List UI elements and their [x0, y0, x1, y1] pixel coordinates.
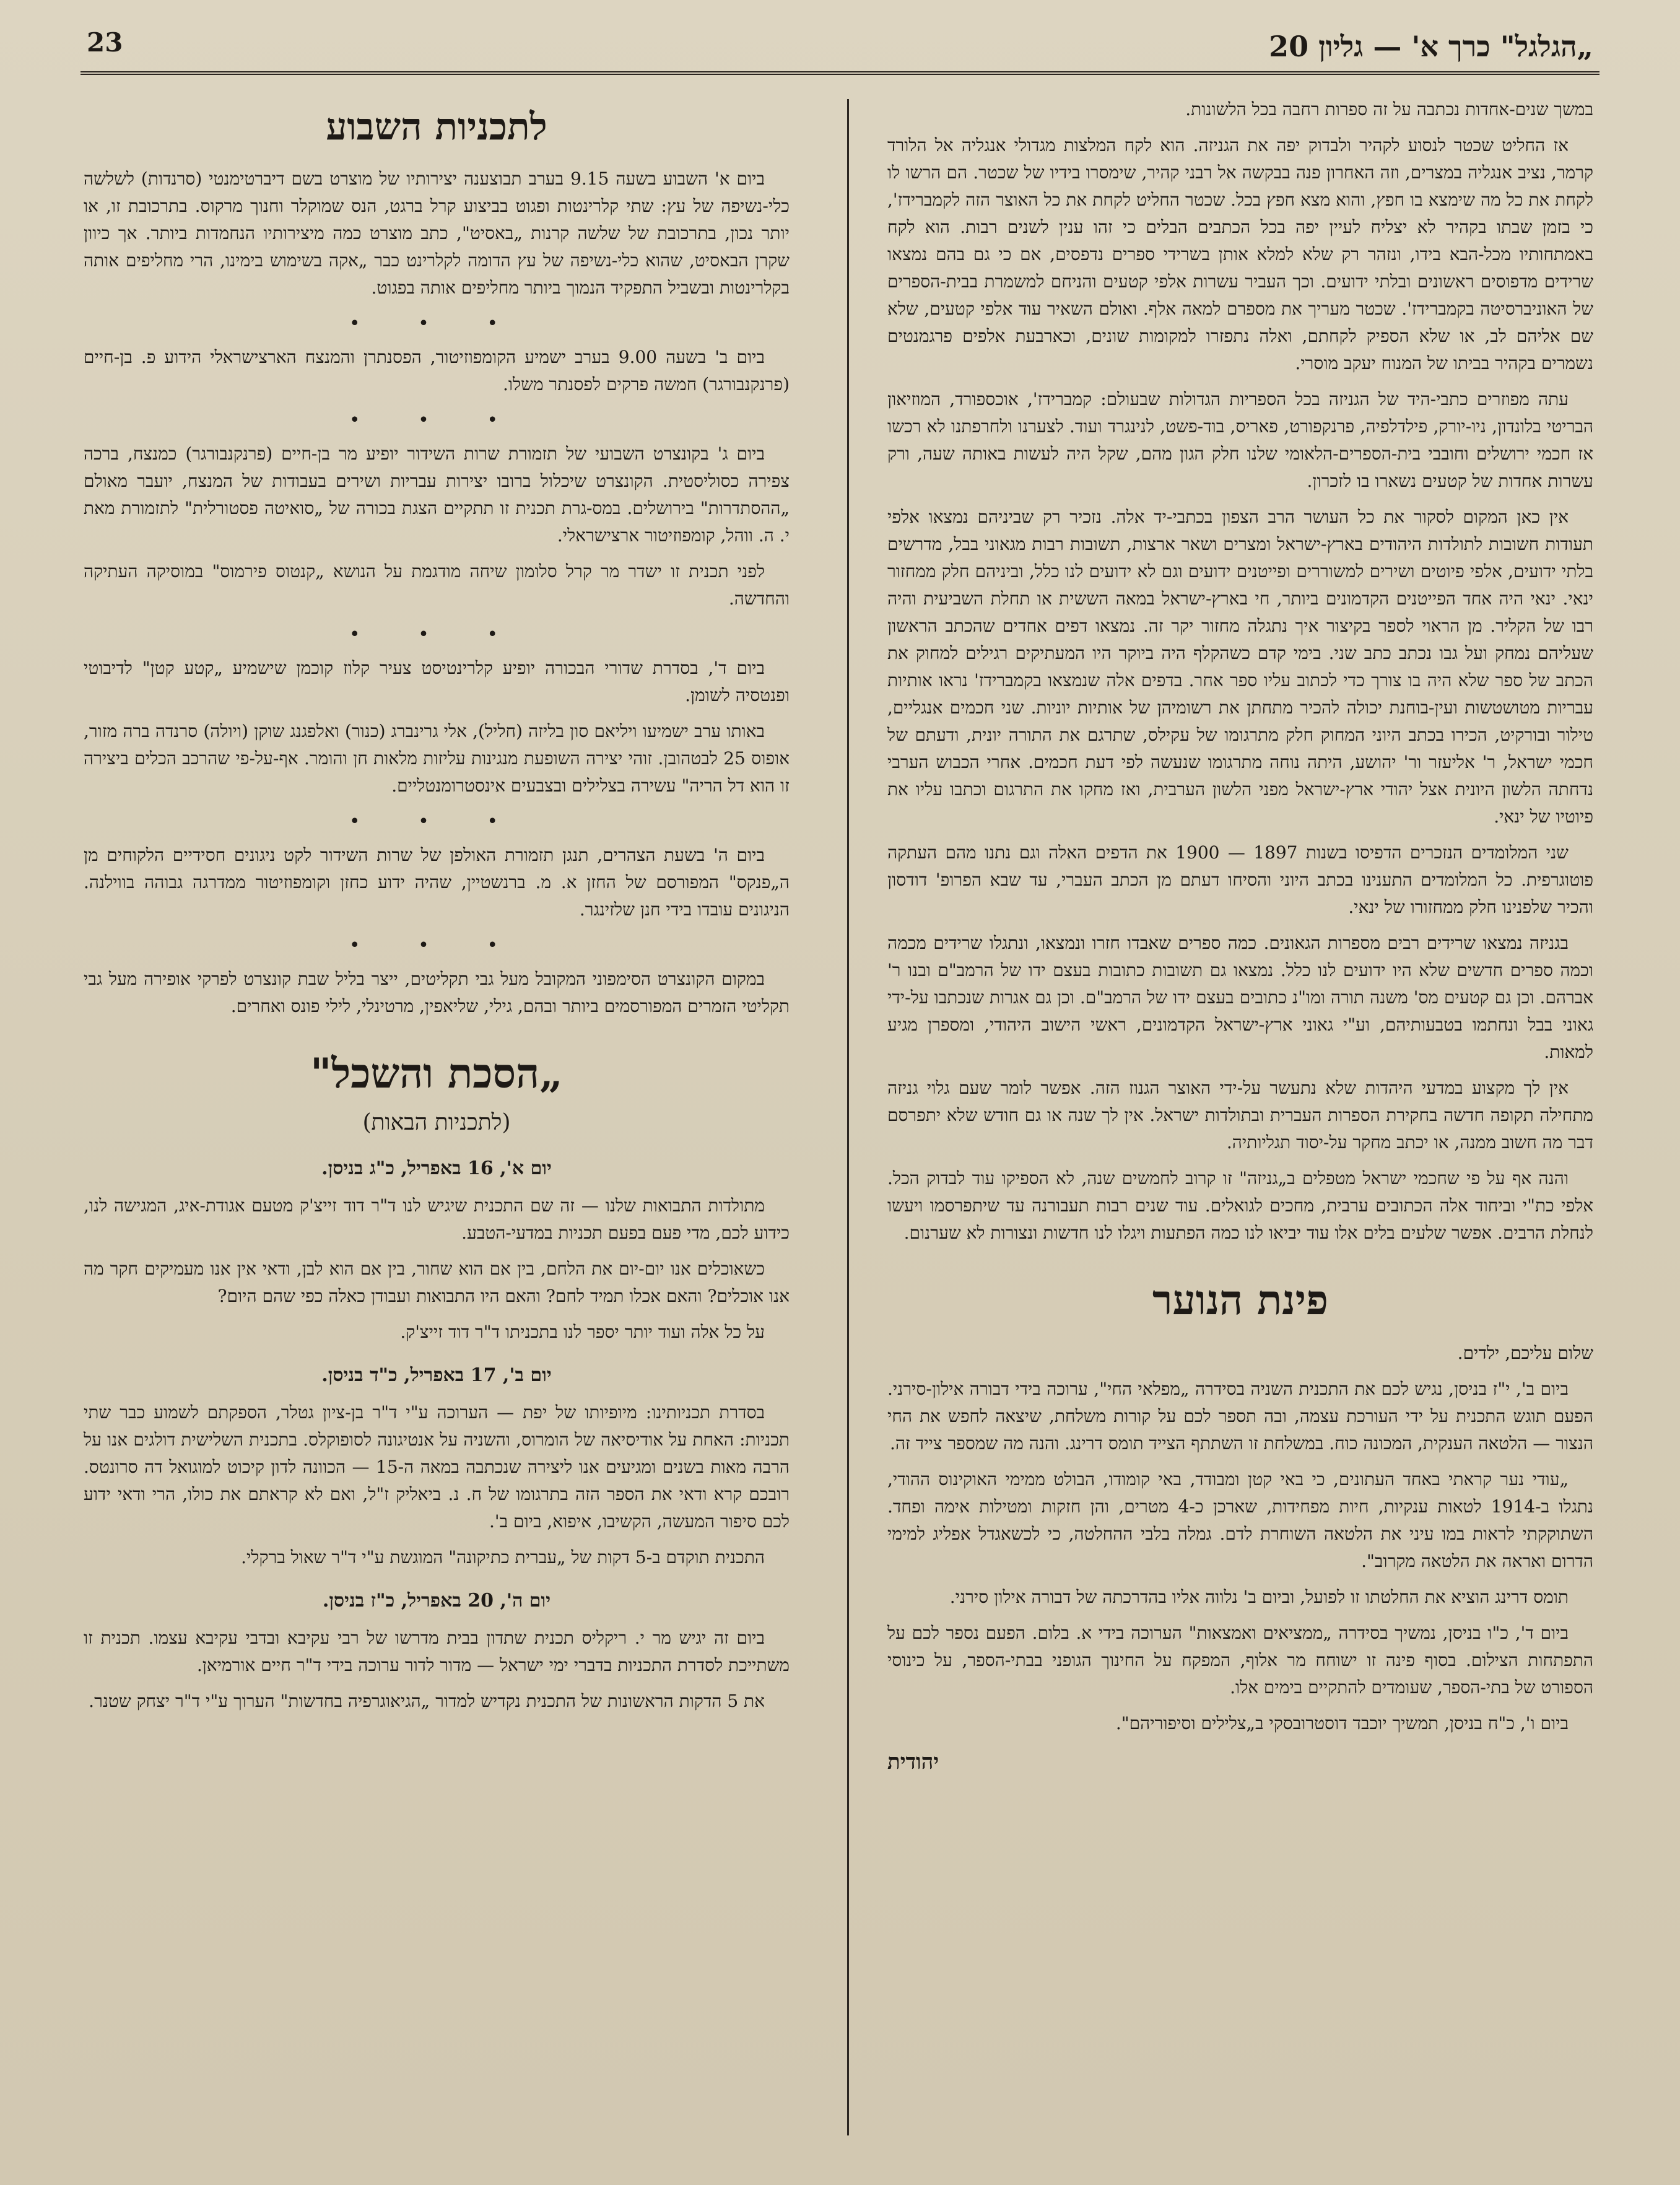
program-paragraph: לפני תכנית זו ישדר מר קרל סלומון שיחה מודגמת על הנושא „קנטוס פירמוס" במוסיקה העתיקה והחדשה. — [84, 561, 790, 609]
article-paragraph: שני המלומדים הנזכרים הדפיסו בשנות 1897 — 1900 את הדפים האלה וגם נתנו מהם העתקה פוטוגרפית. כל המלומדים התענינו בכתב היוני והסיחו דעתם מן הכתב העברי, עד שבא הפרופ' דודסון והכיר שלפנינו חלק ממחזורו של ינאי. — [887, 842, 1593, 917]
article-paragraph: אז החליט שכטר לנסוע לקהיר ולבדוק יפה את הגניזה. הוא לקח המלצות מגדולי אנגליה אל הלורד קרמר, נציב אנגליה במצרים, וזה האחרון פנה בבקשה אל רבני קהיר, שימסרו בידיו של שכטר. הם הרשו לו לקחת את כל מה שימצא בו חפץ, והוא מצא חפץ בכל. שכטר החליט לקחת את כל האוצר הזה לקמברידז', כי בזמן שבתו בקהיר לא יצליח לעיין יפה בכל הכתבים הבלים כי זהו ענין לשנים רבות. הוא לקח באמתחותיו מכל-הבא בידו, ונזהר רק שלא למלא אותן בשרידי ספרים נדפסים, אם כי גם בהם נמצאו שרידים מדפוסים ראשונים ובלתי ידועים. וכך העביר עשרות אלפי קטעים והניחם למשמרת בבית-הספרים של האוניברסיטה בקמברידז'. שכטר מעריך את מספרם למאה אלף. ואולם השאיר עוד אלפי קטעים, שלא שם אליהם לב, או שלא הספיק לקחתם, ואלה נתפזרו למקומות שונים, וכארבעת אלפים פרגמנטים נשמרים בקהיר בביתו של המנוח יעקב מוסרי. — [887, 135, 1593, 373]
running-head: „הגלגל" כרך א' — גליון 20 — [1269, 30, 1593, 63]
separator-dots: • • • — [349, 313, 524, 334]
day-paragraph: על כל אלה ועוד יותר יספר לנו בתכניתו ד"ר דוד זייצ'ק. — [400, 1322, 765, 1342]
day-paragraph: כשאוכלים אנו יום-יום את הלחם, בין אם הוא שחור, בין אם הוא לבן, ודאי אין אנו מעמיקים חקר מה אנו אוכלים? והאם אכלו תמיד לחם? והאם היו התבואות ועבודן כאלה כפי שהם היום? — [84, 1258, 790, 1306]
day-paragraph: את 5 הדקות הראשונות של התכנית נקדיש למדור „הגיאוגרפיה בחדשות" הערוך ע"י ד"ר יצחק שטנר. — [89, 1691, 765, 1711]
program-paragraph: ביום ה' בשעת הצהרים, תנגן תזמורת האולפן של שרות השידור לקט ניגונים חסידיים הלקוחים מן ה„פנקס" המפורסם של החזן א. מ. ברנשטיין, שהיה ידוע כחזן וקומפוזיטור ממדרגה גבוהה בווילנה. הניגונים עובדו בידי חנן שלזינגר. — [84, 845, 790, 920]
signature — [887, 1748, 1593, 1776]
day-heading: יום א', 16 באפריל, כ"ג בניסן. — [321, 1158, 552, 1179]
article-paragraph: אין לך מקצוע במדעי היהדות שלא נתעשר על-ידי האוצר הגנוז הזה. אפשר לומר שעם גלוי גניזה מתחילה תקופה חדשה בחקירת הספרות העברית ובתולדות ישראל. אין לך שנה או גם חודש שלא יתפרסם דבר מה חשוב ממנה, או יכתב מחקר על-יסוד תגליותיה. — [887, 1078, 1593, 1153]
day-paragraph: התכנית תוקדם ב-5 דקות של „עברית כתיקונה" המוגשת ע"י ד"ר שאול ברקלי. — [241, 1547, 765, 1568]
separator-dots: • • • — [349, 624, 524, 645]
youth-paragraph: תומס דרינג הוציא את החלטתו זו לפועל, וביום ב' נלווה אליו בהדרכתה של דבורה אילון סירני. — [949, 1587, 1569, 1607]
signature-text: יהודית — [887, 1750, 939, 1774]
day-paragraph: מתולדות התבואות שלנו — זה שם התכנית שיגיש לנו ד"ר דוד זייצ'ק מטעם אגודת-איג, המגישה לנו, כידוע לכם, מדי פעם בפעם תכניות במדעי-הטבע. — [84, 1195, 790, 1243]
page-number: 23 — [87, 27, 123, 58]
day-heading: יום ב', 17 באפריל, כ"ד בניסן. — [321, 1364, 552, 1386]
program-paragraph: ביום א' השבוע בשעה 9.15 בערב תבוצענה יצירותיו של מוצרט בשם דיברטימנטי (סרנדות) לשלשה כלי-נשיפה של עץ: שתי קלרינטות ופגוט בביצוע קרל ברגט, הנס שמוקלר וחנוך מרקוס. בתרכובת זו, או יותר נכון, בתרכובת של שלשה קרנות „באסיט", כתב מוצרט כמה מיצירותיו הנחמדות ביותר. אך כיוון שקרן הבאסיט, שהוא כלי-נשיפה של עץ הדומה לקלרינט כבר „אקה בשימוש בימינו, הרי מחליפים אותה בקלרינטות ובשביל התפקיד הנמוך ביותר מחליפים אותה בפגוט. — [84, 168, 790, 298]
article-paragraph: בגניזה נמצאו שרידים רבים מספרות הגאונים. כמה ספרים שאבדו חזרו ונמצאו, ונתגלו שרידים מכמה וכמה ספרים חדשים שלא היו ידועים לנו כלל. נמצאו גם תשובות כתובות בעצם ידו של הרמב"ם ובנו ר' אברהם. וכן גם קטעים מס' משנה תורה ומו"נ כתובים בעצם ידו של הרמב"ם. וכן גם אגרות שנכתבו על-ידי גאוני בבל ונחתמו בטבעותיהם, וע"י גאוני ארץ-ישראל הקדמונים, ראשי הישוב היהודי, ומספרן מגיע למאות. — [887, 933, 1593, 1062]
separator-dots: • • • — [349, 935, 524, 956]
column-divider — [847, 99, 849, 2135]
youth-paragraph: ביום ד', כ"ו בניסן, נמשיך בסידרה „ממציאים ואמצאות" הערוכה בידי א. בלום. הפעם נספר לכם על התפתחות הצילום. בסוף פינה זו ישוחח מר אלוף, המפקח על החינוך הגופני בבתי-הספר, על כינוסי הספורט של בתי-הספר, שעומדים להתקיים בימים אלו. — [887, 1623, 1593, 1698]
program-paragraph: ביום ב' בשעה 9.00 בערב ישמיע הקומפוזיטור, הפסנתרן והמנצח הארצישראלי הידוע פ. בן-חיים (פרנקנבורגר) חמשה פרקים לפסנתר משלו. — [84, 347, 790, 395]
program-paragraph: באותו ערב ישמיעו ויליאם סון בליזה (חליל), אלי גרינברג (כנור) ואלפגנג שוקן (ויולה) סרנדה ברה מזור, אופוס 25 לבטהובן. זוהי יצירה השופעת מנגינות עליזות מלאות חן והומר. אף-על-פי שהרכב הכלים ביצירה זו הוא דל הריה" עשירה בצלילים ובצבעים אינסטרומנטליים. — [84, 721, 790, 796]
youth-corner-heading: פינת הנוער — [1152, 1276, 1328, 1324]
youth-paragraph: שלום עליכם, ילדים. — [1457, 1343, 1593, 1363]
article-paragraph: במשך שנים-אחדות נכתבה על זה ספרות רחבה בכל הלשונות. — [1185, 99, 1593, 120]
youth-paragraph: ביום ו', כ"ח בניסן, תמשיך יוכבד דוסטרובסקי ב„צלילים וסיפוריהם". — [1115, 1713, 1569, 1734]
youth-paragraph: „עודי נער קראתי באחד העתונים, כי באי קטן ומבודד, באי קומודו, הבולט ממימי האוקינוס ההודי, נתגלו ב-1914 לטאות ענקיות, חיות מפחידות, שארכן כ-4 מטרים, והן חזקות ומטילות אימה ופחד. השתוקקתי לראות במו עיני את הלטאה השוחרת לדם. גמלה בלבי ההחלטה, כי לכשאגדל אפליג למימי הדרום ואראה את הלטאה מקרוב". — [887, 1469, 1593, 1571]
youth-paragraph: ביום ב', י"ז בניסן, נגיש לכם את התכנית השניה בסידרה „מפלאי החי", ערוכה בידי דבורה אילון-סירני. הפעם תוגש התכנית על ידי העורכת עצמה, ובה תספר לכם על קורות משלחת, שיצאה לחפש את החי הנצור — הלטאה הענקית, המכונה כוח. במשלחת זו השתתף הצייד תומס דרינג. והנה מה שמספר צייד זה. — [887, 1379, 1593, 1454]
separator-dots: • • • — [349, 409, 524, 431]
day-heading: יום ה', 20 באפריל, כ"ז בניסן. — [322, 1590, 551, 1611]
day-paragraph: ביום זה יגיש מר י. ריקליס תכנית שתדון בבית מדרשו של רבי עקיבא ובדבי עקיבא עצמו. תכנית זו משתייכת לסדרת התכניות בדברי ימי ישראל — מדור לדור ערוכה בידי ד"ר חיים אורמיאן. — [84, 1628, 790, 1675]
program-paragraph: במקום הקונצרט הסימפוני המקובל מעל גבי תקליטים, ייצר בליל שבת קונצרט לפרקי אופירה מעל גבי תקליטי הזמרים המפורסמים ביותר ובהם, גילי, שליאפין, מרטינלי, לילי פונס ואחרים. — [84, 969, 790, 1016]
weekly-programs-heading: לתכניות השבוע — [326, 105, 547, 149]
right-column — [887, 96, 1593, 2142]
listen-learn-subheading: (לתכניות הבאות) — [362, 1110, 511, 1135]
program-paragraph: ביום ד', בסדרת שדורי הבכורה יופיע קלרינטיסט צעיר קלוז קוכמן שישמיע „קטע קטן" לדיבוטי ופנטסיה לשומן. — [84, 658, 790, 705]
article-paragraph: אין כאן המקום לסקור את כל העושר הרב הצפון בכתבי-יד אלה. נזכיר רק שביניהם נמצאו אלפי תעודות חשובות לתולדות היהודים בארץ-ישראל ומצרים ושאר ארצות, תשובות רבות מגאוני בבל, מדרשים בלתי ידועים, אלפי פיוטים ושירים למשוררים ופייטנים ידועים וגם לא ידועים לנו כלל, וביניהם חלק ממחזור ינאי. ינאי היה אחד הפייטנים הקדמונים ביותר, חי בארץ-ישראל במאה הששית או תחלת השביעית והיה רבו של הקליר. מן הראוי לספר בקיצור איך נתגלה מחזור יקר זה. נמצאו דפים אחדים שהכתב הראשון שעליהם נמחק ועל גבו נכתב כתב שני. בימי קדם כשהקלף היה ביוקר היו המעתיקים רגילים למחוק את הכתב של ספר שלא היה בו צורך כדי לכתוב עליו ספר אחר. בדפים אלה שנמצאו בקמברידז' נראו אותיות עבריות מטושטשות ועין-בוחנת יכולה להכיר מתחתן את רשומיהן של אותיות יוניות. שני חכמים אנגליים, טילור ובורקיט, הכירו בכתב היוני המחוק חלק מתרגומו של עקילס, שתרגם את התורה יונית, ודעתם של חכמי ישראל, ר' אליעזר ור' יהושע, היתה נוחה מתרגומו שנעשה לפי דעת חכמים. אחרי הכבוש הערבי נדחתה הלשון היונית אצל יהודי ארץ-ישראל מפני הלשון הערבית, ואז מחקו את התרגום וכתבו עליו את פיוטיו של ינאי. — [887, 507, 1593, 827]
program-paragraph: ביום ג' בקונצרט השבועי של תזמורת שרות השידור יופיע מר בן-חיים (פרנקנבורגר) כמנצח, ברכה צפירה כסוליסטית. הקונצרט שיכלול ברובו יצירות עבריות ושירים בעבודות של המנצח, יועבר מאולם „ההסתדרות" בירושלים. במס-גרת תכנית זו תתקיים הצגת בכורה של „סואיטה פסטורלית" לתזמורת מאת י. ה. ווהל, קומפוזיטור ארצישראלי. — [84, 443, 790, 546]
day-paragraph: בסדרת תכניותינו: מיופיותו של יפת — הערוכה ע"י ד"ר בן-ציון גטלר, הספקתם לשמוע כבר שתי תכניות: האחת על אודיסיאה של הומרוס, והשניה על אנטיגונה לסופוקלס. בתכנית השלישית דולגים אנו על הרבה מאות בשנים ומגיעים אנו ליצירה שנכתבה במאה ה-15 — הכוונה לדון קיכוט למוגואל דה סרונטס. רובכם קרא ודאי את הספר הזה בתרגומו של ח. נ. ביאליק ז"ל, ואם לא קראתם את כולו, הרי ודאי ידוע לכם סיפור המעשה, הקשיבו, איפוא, ביום ב'. — [84, 1402, 790, 1532]
left-column — [84, 96, 790, 2142]
page-header — [81, 19, 1599, 75]
listen-learn-heading: „הסכת והשכל" — [310, 1049, 564, 1097]
article-paragraph: עתה מפוזרים כתבי-היד של הגניזה בכל הספריות הגדולות שבעולם: קמברידז', אוכספורד, המוזיאון הבריטי בלונדון, ניו-יורק, פילדלפיה, פרנקפורט, פאריס, בוד-פשט, לנינגרד ועוד. לצערנו ולחרפתנו לא רכשו אז חכמי ירושלים וחובבי בית-הספרים-הלאומי שלנו חלק הגון מהם, שקל היה לעשות באותה שעה, ורק עשרות אחדות של קטעים נשארו בו לזכרון. — [887, 389, 1593, 491]
article-paragraph: והנה אף על פי שחכמי ישראל מטפלים ב„גניזה" זו קרוב לחמשים שנה, לא הספיקו עוד לבדוק הכל. אלפי כת"י וביחוד אלה הכתובים ערבית, מחכים לגואלים. עוד שנים רבות תעבורנה עד שיתפרסמו ויעשו לנחלת הרבים. אפשר שלעים בלים אלו עוד יביאו לנו כמה הפתעות ויגלו לנו חדשות ונצורות לא שערנום. — [887, 1168, 1593, 1243]
separator-dots: • • • — [349, 811, 524, 832]
